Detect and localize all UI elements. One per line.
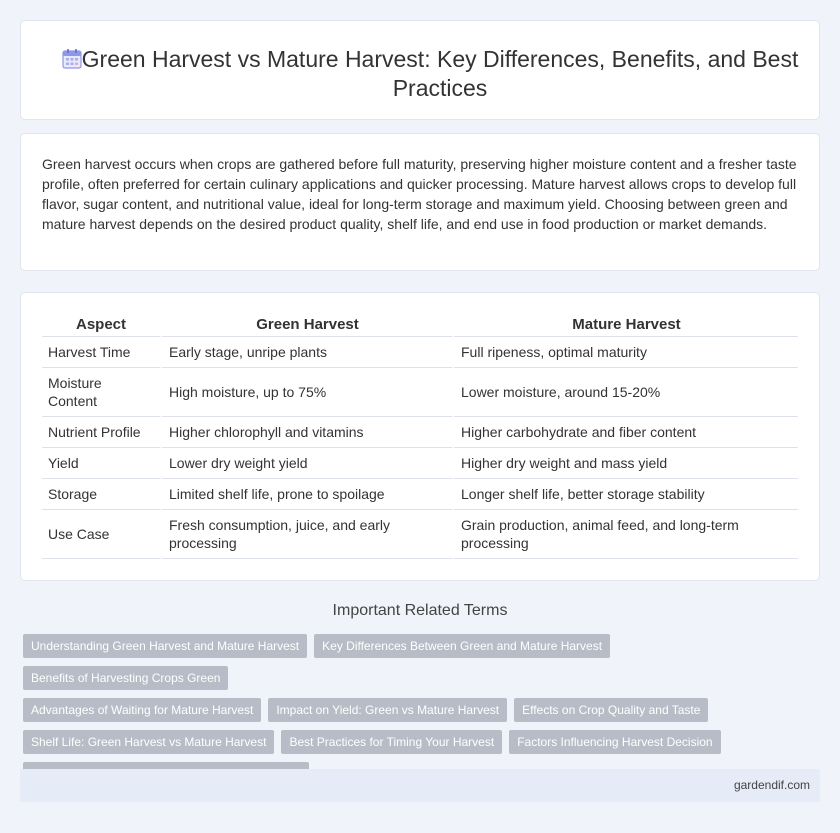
table-cell: Yield (42, 448, 160, 479)
table-row (42, 337, 798, 368)
table-cell: Nutrient Profile (42, 417, 160, 448)
related-term-tag[interactable]: Impact on Yield: Green vs Mature Harvest (268, 698, 507, 722)
table-cell: Use Case (42, 510, 160, 559)
table-cell: High moisture, up to 75% (160, 368, 452, 417)
related-term-tag[interactable]: Benefits of Harvesting Crops Green (23, 666, 228, 690)
intro-paragraph: Green harvest occurs when crops are gathered before full maturity, preserving higher moisture content and a fresher taste profile, often preferred for certain culinary applications and quicker processing. Mature harvest allows crops to develop full flavor, sugar content, and nutritional value, ideal for long-term storage and maximum yield. Choosing between green and mature harvest depends on the desired product quality, shelf life, and end use in food production or market demands. (42, 156, 797, 232)
related-term-tag[interactable]: Shelf Life: Green Harvest vs Mature Harvest (23, 730, 274, 754)
table-row (42, 479, 798, 510)
table-row (42, 448, 798, 479)
column-header: Green Harvest (160, 315, 452, 337)
title-row (21, 45, 819, 103)
related-terms-heading: Important Related Terms (332, 602, 508, 619)
table-cell: Limited shelf life, prone to spoilage (160, 479, 452, 510)
related-term-tag[interactable]: Effects on Crop Quality and Taste (514, 698, 708, 722)
table-cell: Longer shelf life, better storage stability (452, 479, 798, 510)
table-cell: Higher carbohydrate and fiber content (452, 417, 798, 448)
table-cell: Fresh consumption, juice, and early processing (160, 510, 452, 559)
column-header: Aspect (42, 315, 160, 337)
related-term-tag[interactable]: Best Practices for Timing Your Harvest (281, 730, 502, 754)
table-cell: Full ripeness, optimal maturity (452, 337, 798, 368)
comparison-card (20, 292, 820, 581)
intro-card (20, 133, 820, 271)
table-cell: Lower dry weight yield (160, 448, 452, 479)
table-cell: Moisture Content (42, 368, 160, 417)
table-cell: Higher chlorophyll and vitamins (160, 417, 452, 448)
table-row (42, 417, 798, 448)
table-cell: Storage (42, 479, 160, 510)
table-cell: Higher dry weight and mass yield (452, 448, 798, 479)
column-header: Mature Harvest (452, 315, 798, 337)
table-cell: Grain production, animal feed, and long-term processing (452, 510, 798, 559)
footer (20, 769, 820, 802)
table-cell: Early stage, unripe plants (160, 337, 452, 368)
page-title: Green Harvest vs Mature Harvest: Key Differences, Benefits, and Best Practices (81, 46, 799, 101)
header-card (20, 20, 820, 120)
table-cell: Lower moisture, around 15-20% (452, 368, 798, 417)
comparison-table (42, 315, 798, 559)
footer-site-link[interactable]: gardendif.com (733, 778, 810, 792)
table-cell: Harvest Time (42, 337, 160, 368)
related-term-tag[interactable]: Advantages of Waiting for Mature Harvest (23, 698, 261, 722)
calendar-icon (61, 48, 83, 70)
related-term-tag[interactable]: Understanding Green Harvest and Mature Harvest (23, 634, 307, 658)
table-row (42, 368, 798, 417)
related-term-tag[interactable]: Factors Influencing Harvest Decision (509, 730, 720, 754)
related-term-tag[interactable]: Key Differences Between Green and Mature Harvest (314, 634, 610, 658)
table-header-row (42, 315, 798, 337)
table-row (42, 510, 798, 559)
